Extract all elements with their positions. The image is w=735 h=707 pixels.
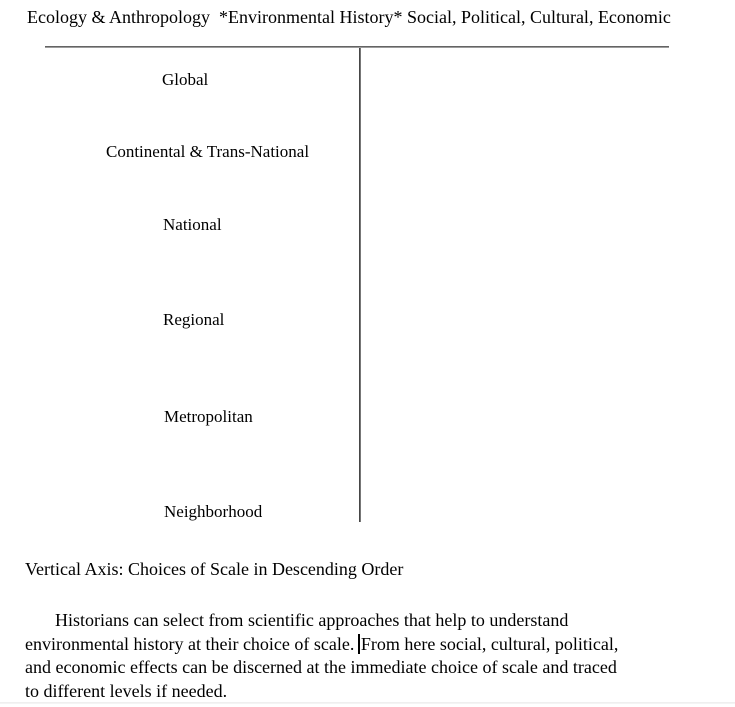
scale-label-neighborhood: Neighborhood — [164, 502, 263, 521]
text-cursor — [358, 634, 360, 654]
horizontal-axis-line — [45, 46, 669, 48]
body-text-before-cursor: environmental history at their choice of scale. — [25, 633, 355, 654]
scale-label-global: Global — [162, 70, 209, 89]
body-paragraph-line — [25, 633, 720, 657]
body-paragraph-line: Historians can select from scientific approaches that help to understand — [55, 610, 569, 630]
body-paragraph-line: to different levels if needed. — [25, 680, 228, 701]
scale-label-continental-trans-national: Continental & Trans-National — [106, 142, 310, 161]
vertical-axis-line — [359, 48, 361, 522]
scale-label-national: National — [163, 215, 222, 234]
scale-label-metropolitan: Metropolitan — [164, 407, 253, 426]
horizontal-axis-title: Ecology & Anthropology *Environmental History* Social, Political, Cultural, Economic — [27, 7, 671, 27]
body-paragraph-line: and economic effects can be discerned at the immediate choice of scale and traced — [25, 657, 617, 677]
document-bottom-edge — [0, 702, 735, 704]
vertical-axis-caption: Vertical Axis: Choices of Scale in Descending Order — [25, 559, 404, 579]
body-text-after-cursor: From here social, cultural, political, — [360, 633, 619, 654]
body-paragraph[interactable] — [25, 609, 720, 703]
scale-label-regional: Regional — [163, 310, 225, 329]
